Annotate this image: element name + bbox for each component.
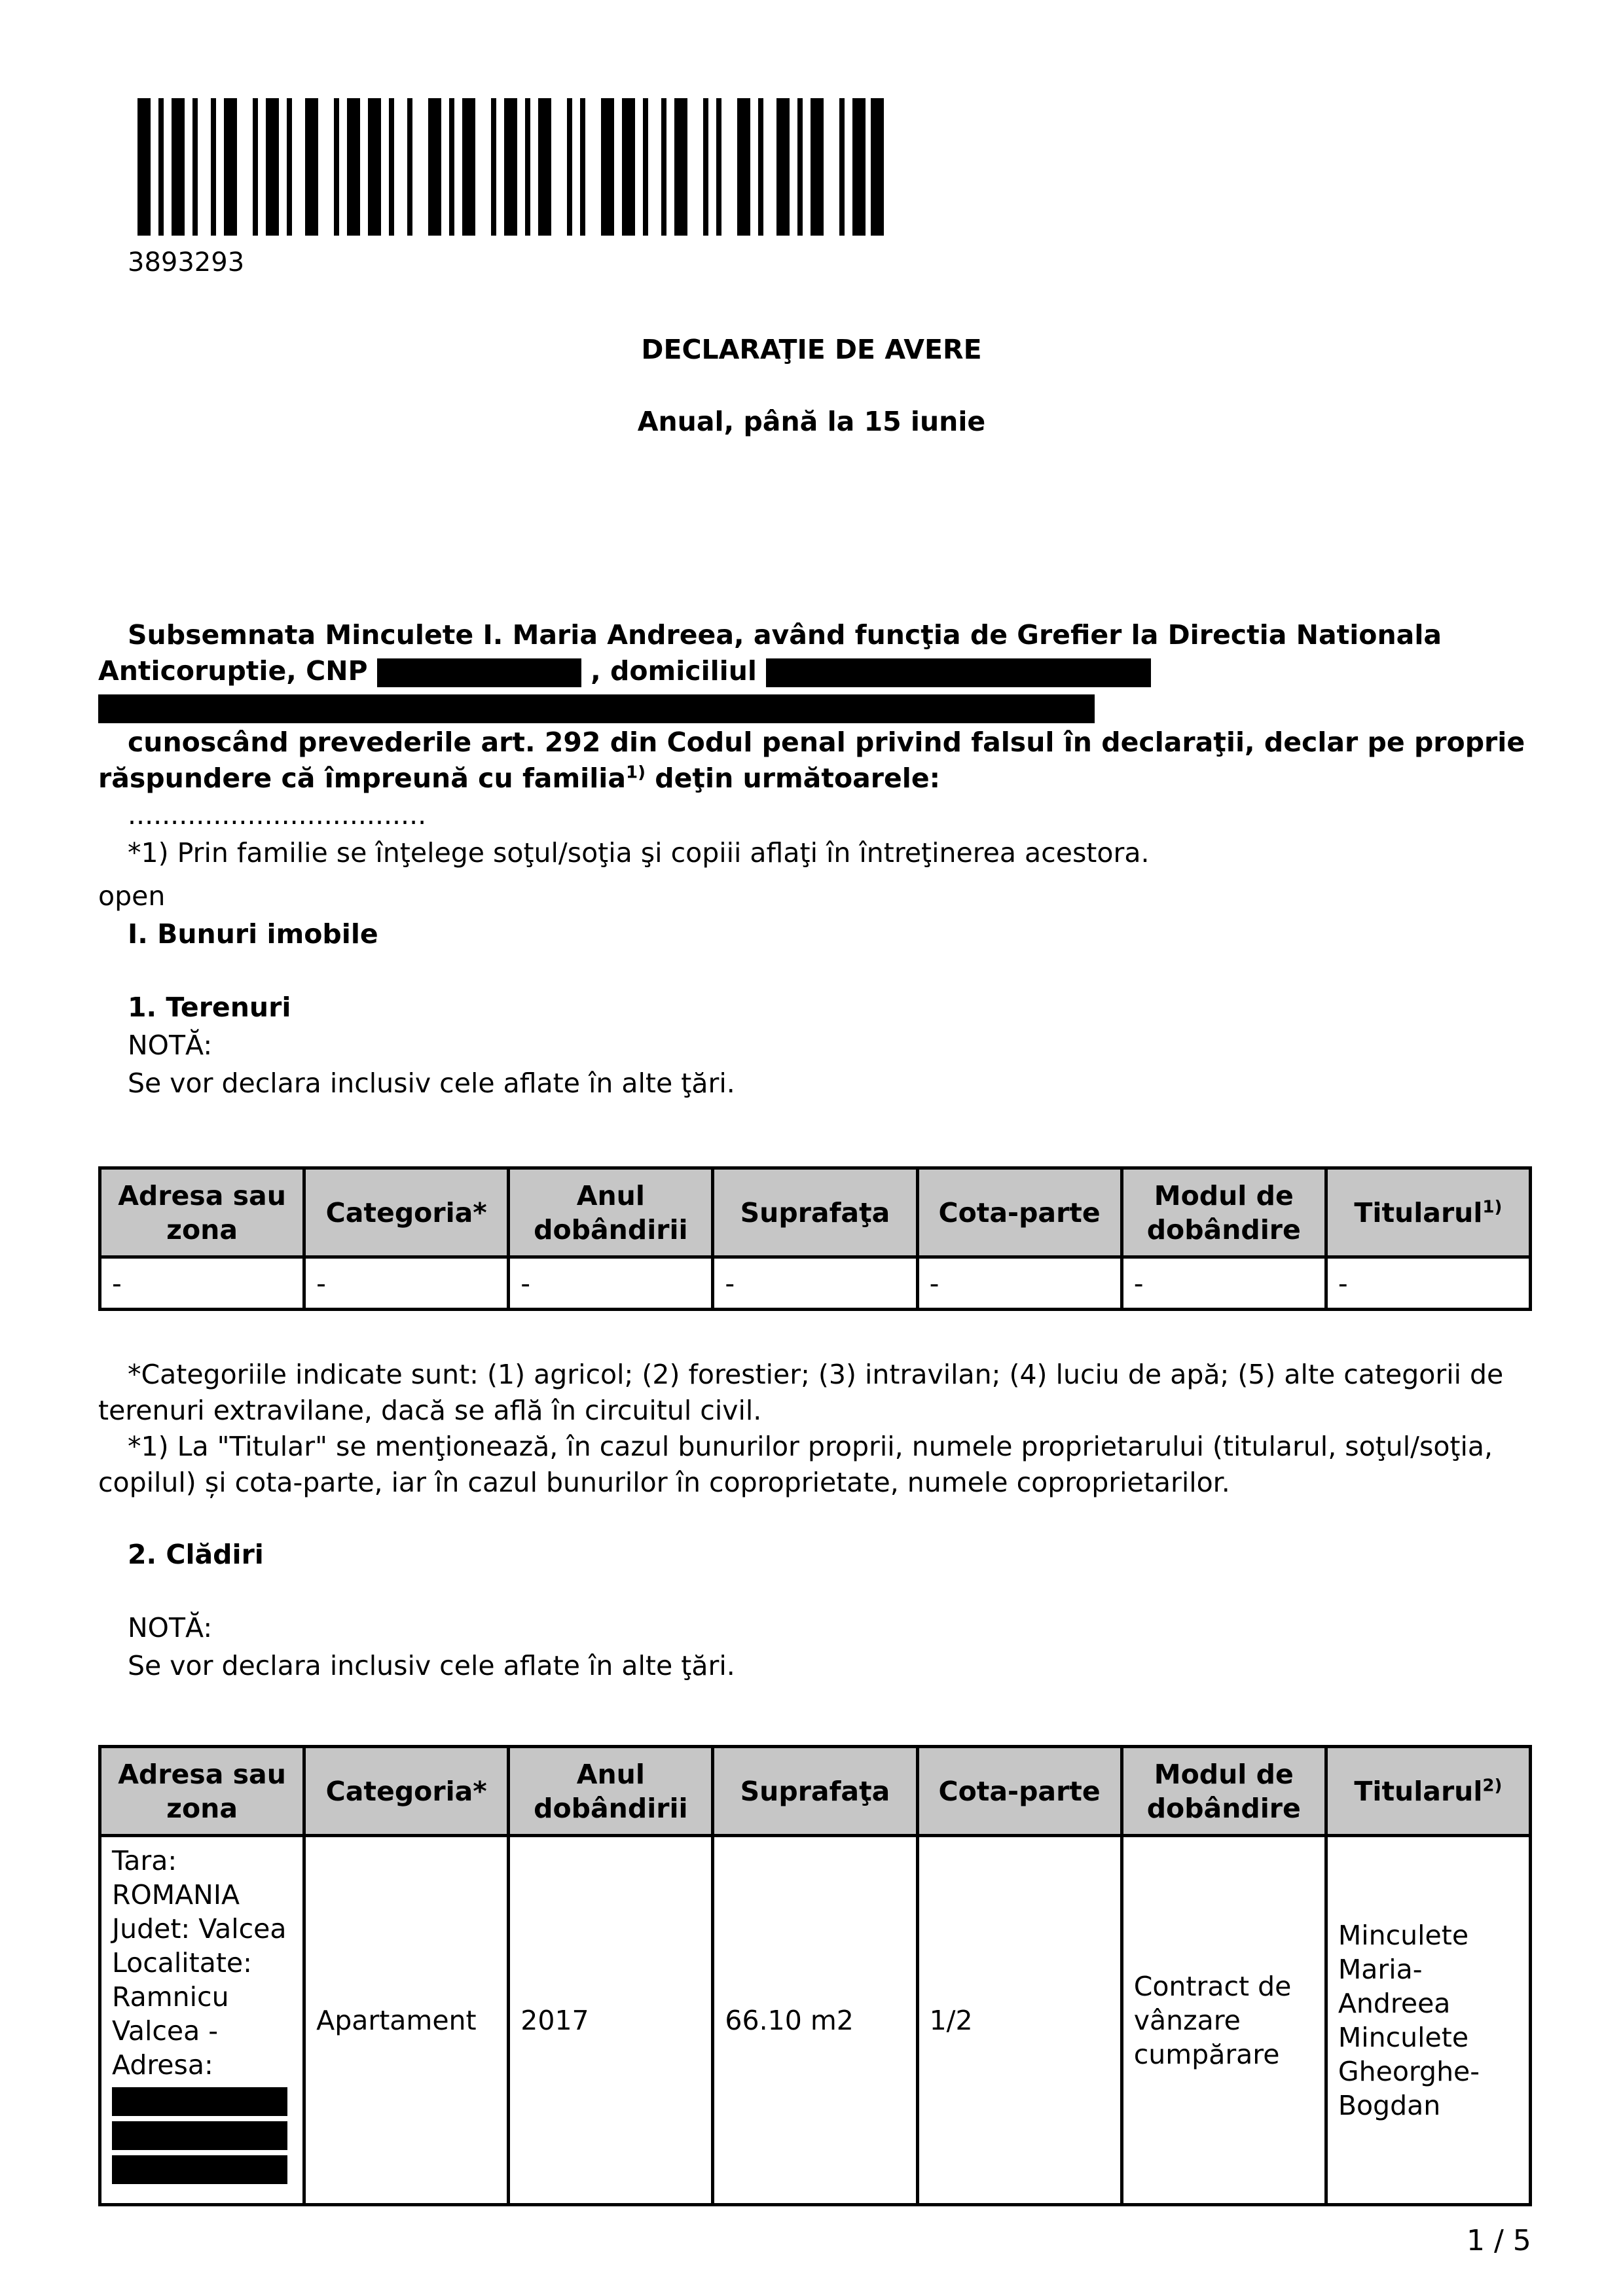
categories-footnote-text: *Categoriile indicate sunt: (1) agricol; (2) forestier; (3) intravilan; (4) luciu de apă; (5) alte categorii de terenuri extravilane, dacă se află în circuitul civil.: [98, 1359, 1504, 1426]
redacted-address: [112, 2121, 287, 2150]
declarant-text: Subsemnata Minculete I. Maria Andreea, având funcţia de Grefier la Directia Nationala Anticoruptie, CNP: [98, 619, 1442, 687]
table-cell: -: [304, 1257, 509, 1310]
knowledge-text: cunoscând prevederile art. 292 din Codul penal privind falsul în declaraţii, declar pe proprie răspundere că împreună cu familia: [98, 726, 1525, 794]
header-categoria: Categoria*: [304, 1747, 509, 1836]
titular-footnote: [98, 1429, 1532, 1501]
header-cota: Cota-parte: [917, 1168, 1122, 1257]
barcode: [137, 98, 884, 236]
cladiri-table: [98, 1745, 1532, 2206]
table-cell: -: [1122, 1257, 1326, 1310]
modul-cell: Contract de vânzare cumpărare: [1122, 1836, 1326, 2205]
subsection-heading-terenuri: 1. Terenuri: [128, 992, 291, 1023]
titular-cell: [1326, 1836, 1530, 2205]
header-titular-text: Titularul: [1354, 1775, 1483, 1807]
address-cell: [100, 1836, 304, 2205]
header-titular-text: Titularul: [1354, 1196, 1483, 1229]
anul-cell: 2017: [509, 1836, 713, 2205]
family-note: *1) Prin familie se înţelege soţul/soţia şi copiii aflaţi în întreţinerea acestora.: [128, 837, 1150, 869]
table-header-row: [100, 1747, 1531, 1836]
table-cell: -: [713, 1257, 917, 1310]
document-subtitle: Anual, până la 15 iunie: [637, 406, 986, 437]
address-line: Ramnicu: [112, 1981, 229, 2013]
barcode-number: 3893293: [128, 247, 245, 278]
nota-text-terenuri: Se vor declara inclusiv cele aflate în alte ţări.: [128, 1067, 735, 1099]
redacted-domicile-line-2: [98, 694, 1095, 723]
address-line: ROMANIA: [112, 1879, 240, 1910]
document-title: DECLARAŢIE DE AVERE: [641, 334, 982, 365]
categoria-cell: Apartament: [304, 1836, 509, 2205]
header-titular: [1326, 1168, 1530, 1257]
titular-line: Minculete: [1338, 1919, 1469, 1951]
table-cell: -: [100, 1257, 304, 1310]
nota-text-cladiri: Se vor declara inclusiv cele aflate în alte ţări.: [128, 1650, 735, 1681]
address-line: Valcea -: [112, 2015, 219, 2047]
header-modul: Modul de dobândire: [1122, 1747, 1326, 1836]
titular-line: Andreea: [1338, 1987, 1451, 2019]
categories-footnote: [98, 1357, 1532, 1429]
subsection-heading-cladiri: 2. Clădiri: [128, 1539, 264, 1570]
section-heading: I. Bunuri imobile: [128, 918, 378, 950]
titular-line: Minculete: [1338, 2021, 1469, 2053]
redacted-address: [112, 2155, 287, 2184]
domicile-label: , domiciliul: [591, 655, 757, 687]
titular-line: Gheorghe-: [1338, 2055, 1480, 2087]
cota-cell: 1/2: [917, 1836, 1122, 2205]
address-line: Tara:: [112, 1845, 177, 1876]
open-marker: open: [98, 880, 166, 912]
header-categoria: Categoria*: [304, 1168, 509, 1257]
titular-line: Maria-: [1338, 1953, 1423, 1985]
redacted-cnp: [377, 658, 581, 687]
address-line: Localitate:: [112, 1947, 252, 1979]
redacted-domicile: [766, 658, 1151, 687]
knowledge-paragraph: [98, 725, 1532, 797]
header-adresa: Adresa sau zona: [100, 1168, 304, 1257]
nota-label-cladiri: NOTĂ:: [128, 1612, 213, 1643]
table-row: [100, 1257, 1531, 1310]
header-titular-sup: 2): [1482, 1775, 1503, 1795]
header-suprafata: Suprafaţa: [713, 1168, 917, 1257]
suprafata-cell: 66.10 m2: [713, 1836, 917, 2205]
header-anul: Anul dobândirii: [509, 1747, 713, 1836]
header-adresa: Adresa sau zona: [100, 1747, 304, 1836]
terenuri-table: [98, 1166, 1532, 1311]
knowledge-text-end: deţin următoarele:: [655, 762, 941, 794]
header-titular: [1326, 1747, 1530, 1836]
page-number: 1 / 5: [1467, 2224, 1531, 2257]
address-line: Adresa:: [112, 2049, 213, 2081]
address-line: Judet: Valcea: [112, 1913, 287, 1945]
redacted-address: [112, 2087, 287, 2116]
table-cell: -: [917, 1257, 1122, 1310]
header-suprafata: Suprafaţa: [713, 1747, 917, 1836]
declarant-paragraph: [98, 617, 1532, 725]
titular-line: Bogdan: [1338, 2089, 1441, 2121]
table-header-row: [100, 1168, 1531, 1257]
nota-label-terenuri: NOTĂ:: [128, 1030, 213, 1061]
header-modul: Modul de dobândire: [1122, 1168, 1326, 1257]
header-cota: Cota-parte: [917, 1747, 1122, 1836]
titular-footnote-text: *1) La "Titular" se menţionează, în cazul bunurilor proprii, numele proprietarului (titularul, soţul/soţia, copilul) și cota-parte, iar în cazul bunurilor în coproprietate, numele coproprietarilor.: [98, 1431, 1493, 1498]
table-cell: -: [509, 1257, 713, 1310]
header-titular-sup: 1): [1482, 1196, 1503, 1217]
header-anul: Anul dobândirii: [509, 1168, 713, 1257]
dotted-line: ...................................: [128, 799, 427, 831]
footnote-ref: 1): [626, 762, 646, 783]
table-cell: -: [1326, 1257, 1530, 1310]
table-row: [100, 1836, 1531, 2205]
